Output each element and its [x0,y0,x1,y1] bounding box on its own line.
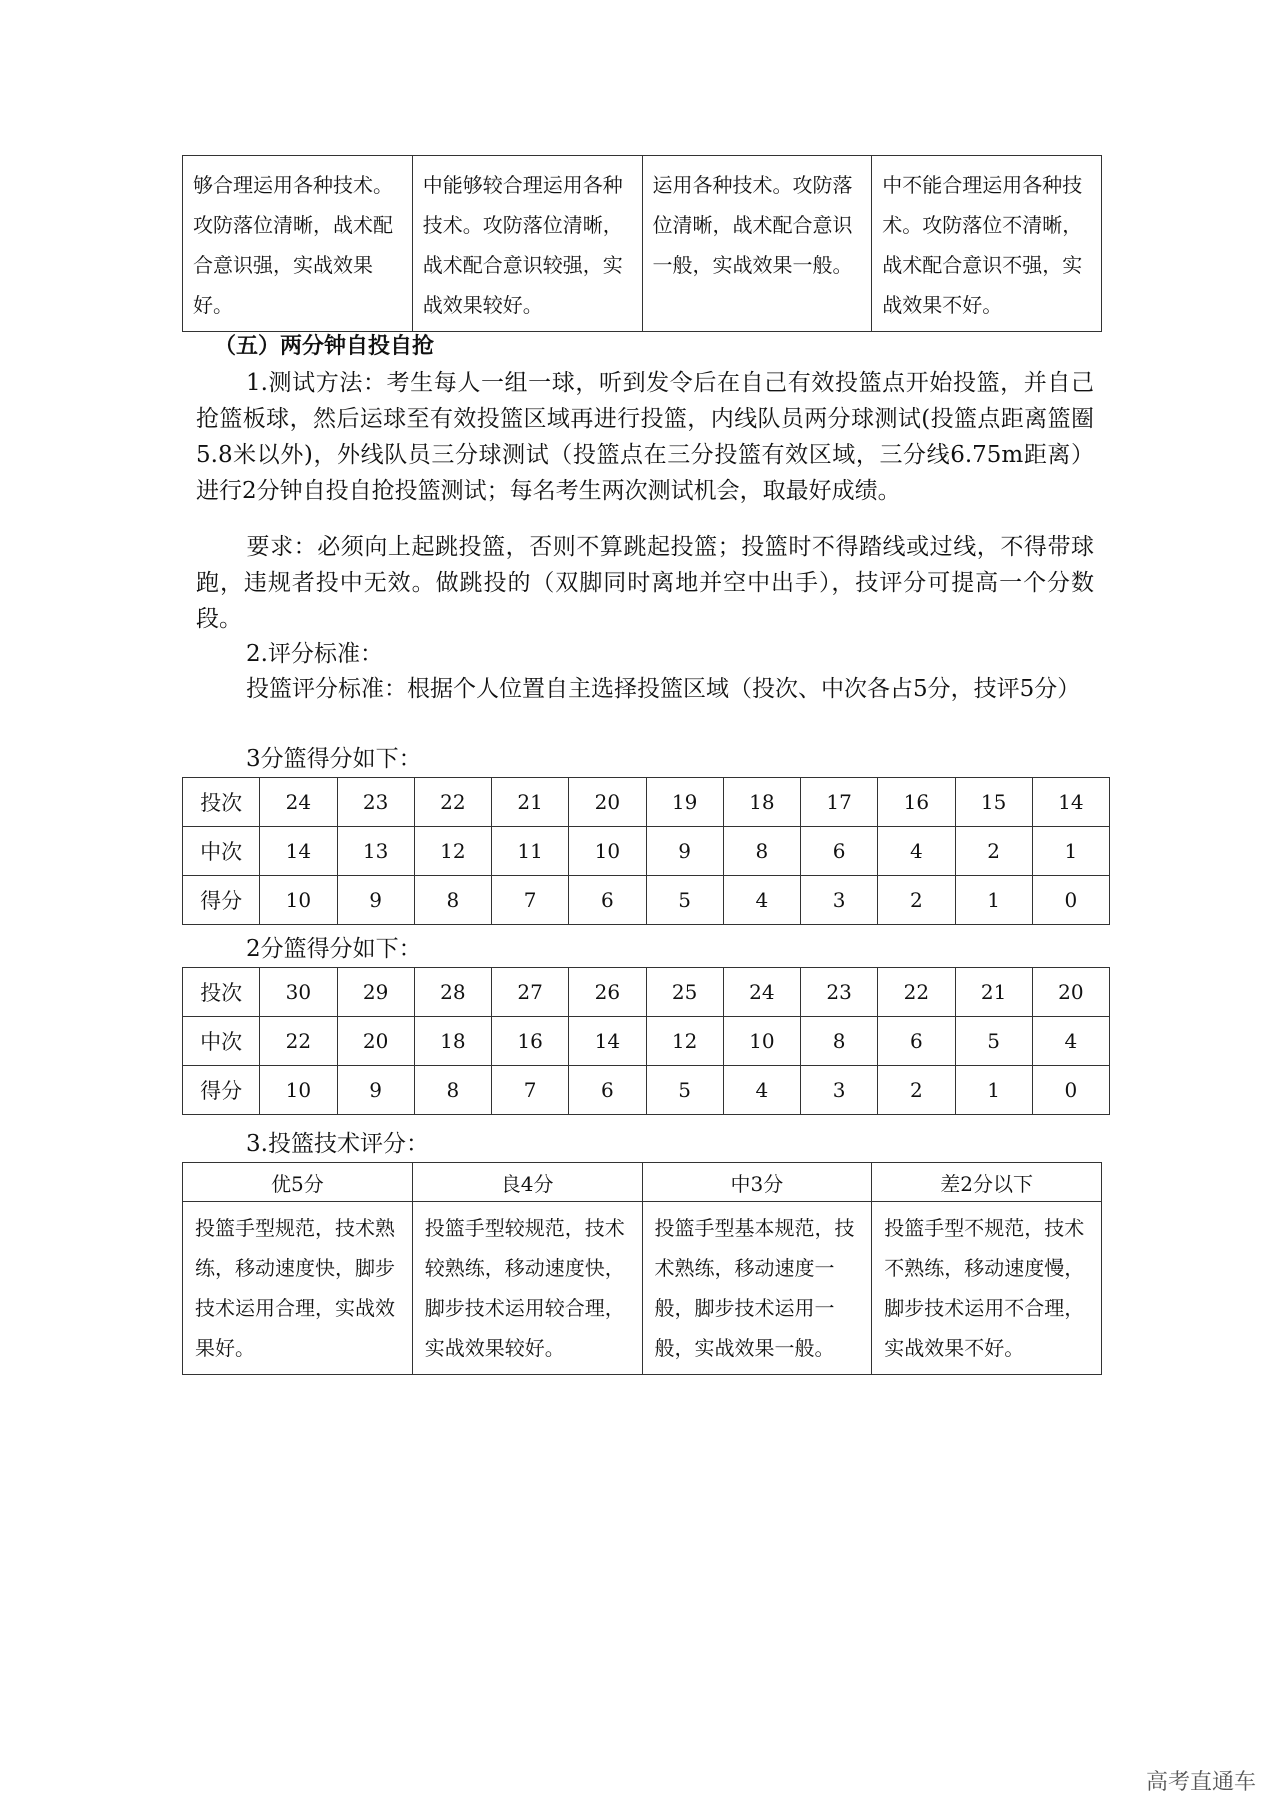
table-cell: 5 [646,1066,723,1115]
table-cell: 30 [260,968,337,1017]
table-row [183,827,1110,876]
table-cell: 6 [569,876,646,925]
table-cell: 24 [723,968,800,1017]
table-cell: 22 [414,778,491,827]
table-cell: 23 [801,968,878,1017]
table-cell: 23 [337,778,414,827]
table-cell: 12 [646,1017,723,1066]
table-cell: 2 [878,1066,955,1115]
table-cell: 12 [414,827,491,876]
header-excellent: 优5分 [183,1163,413,1202]
three-pt-caption: 3分篮得分如下： [246,746,422,772]
table-cell: 3 [801,1066,878,1115]
table-cell: 1 [1032,827,1109,876]
table-row [183,1017,1110,1066]
row-label-attempts: 投次 [183,968,260,1017]
table-cell: 13 [337,827,414,876]
table-header-row [183,1163,1102,1202]
table-cell: 15 [955,778,1032,827]
test-method-paragraph [196,365,1094,509]
tech-cell-poor: 投篮手型不规范，技术不熟练，移动速度慢，脚步技术运用不合理，实战效果不好。 [872,1202,1102,1375]
table-cell: 2 [955,827,1032,876]
header-poor: 差2分以下 [872,1163,1102,1202]
table-cell: 7 [492,1066,569,1115]
table-cell: 14 [1032,778,1109,827]
table-cell: 20 [1032,968,1109,1017]
continuation-table [182,155,1102,332]
table-cell: 26 [569,968,646,1017]
table-cell: 24 [260,778,337,827]
table-cell: 11 [492,827,569,876]
table-cell: 18 [723,778,800,827]
table-cell: 10 [260,1066,337,1115]
two-pt-caption: 2分篮得分如下： [246,936,422,962]
table-cell: 8 [801,1017,878,1066]
table-cell: 1 [955,876,1032,925]
table-cell: 5 [646,876,723,925]
table-cell: 3 [801,876,878,925]
three-point-score-table [182,777,1110,925]
table-cell: 9 [646,827,723,876]
table-cell: 5 [955,1017,1032,1066]
requirement-text: 要求：必须向上起跳投篮，否则不算跳起投篮；投篮时不得踏线或过线，不得带球跑，违规者投中无效。做跳投的（双脚同时离地并空中出手），技评分可提高一个分数段。 [196,534,1094,632]
table-cell: 7 [492,876,569,925]
table-cell: 21 [492,778,569,827]
table-cell: 2 [878,876,955,925]
table-cell: 10 [723,1017,800,1066]
table-cell: 10 [260,876,337,925]
table-cell: 17 [801,778,878,827]
row-label-score: 得分 [183,876,260,925]
table-cell: 4 [723,1066,800,1115]
cont-cell-good: 中能够较合理运用各种技术。攻防落位清晰，战术配合意识较强，实战效果较好。 [412,156,642,332]
table-cell: 20 [337,1017,414,1066]
table-cell: 6 [878,1017,955,1066]
table-cell: 8 [414,1066,491,1115]
table-cell: 29 [337,968,414,1017]
table-cell: 22 [878,968,955,1017]
table-row [183,778,1110,827]
table-row [183,968,1110,1017]
table-cell: 16 [878,778,955,827]
tech-title: 3.投篮技术评分： [246,1131,429,1157]
table-cell: 6 [569,1066,646,1115]
tech-cell-excellent: 投篮手型规范，技术熟练，移动速度快，脚步技术运用合理，实战效果好。 [183,1202,413,1375]
table-cell: 18 [414,1017,491,1066]
table-cell: 4 [723,876,800,925]
scoring-title: 2.评分标准： [246,641,383,667]
requirement-paragraph [196,529,1094,637]
tech-cell-average: 投篮手型基本规范，技术熟练，移动速度一般，脚步技术运用一般，实战效果一般。 [642,1202,872,1375]
table-cell: 4 [1032,1017,1109,1066]
table-cell: 9 [337,876,414,925]
tech-cell-good: 投篮手型较规范，技术较熟练，移动速度快，脚步技术运用较合理，实战效果较好。 [412,1202,642,1375]
table-cell: 20 [569,778,646,827]
table-cell: 0 [1032,1066,1109,1115]
scoring-desc-paragraph [196,671,1094,707]
row-label-made: 中次 [183,827,260,876]
shooting-technique-table [182,1162,1102,1375]
table-row [183,876,1110,925]
two-point-score-table [182,967,1110,1115]
test-method-text: 1.测试方法：考生每人一组一球，听到发令后在自己有效投篮点开始投篮，并自己抢篮板球，然后运球至有效投篮区域再进行投篮，内线队员两分球测试(投篮点距离篮圈5.8米以外)，外线队员三分球测试（投篮点在三分投篮有效区域，三分线6.75m距离）进行2分钟自投自抢投篮测试；每名考生两次测试机会，取最好成绩。 [196,370,1094,504]
table-row [183,1202,1102,1375]
table-cell: 8 [723,827,800,876]
row-label-made: 中次 [183,1017,260,1066]
table-cell: 8 [414,876,491,925]
table-cell: 6 [801,827,878,876]
table-cell: 22 [260,1017,337,1066]
table-cell: 21 [955,968,1032,1017]
table-cell: 14 [260,827,337,876]
table-cell: 1 [955,1066,1032,1115]
cont-cell-poor: 中不能合理运用各种技术。攻防落位不清晰，战术配合意识不强，实战效果不好。 [872,156,1102,332]
table-row [183,156,1102,332]
table-cell: 28 [414,968,491,1017]
scoring-desc-text: 投篮评分标准：根据个人位置自主选择投篮区域（投次、中次各占5分，技评5分） [246,676,1081,702]
table-cell: 4 [878,827,955,876]
table-cell: 10 [569,827,646,876]
cont-cell-average: 运用各种技术。攻防落位清晰，战术配合意识一般，实战效果一般。 [642,156,872,332]
table-cell: 9 [337,1066,414,1115]
table-cell: 16 [492,1017,569,1066]
cont-cell-excellent: 够合理运用各种技术。攻防落位清晰，战术配合意识强，实战效果好。 [183,156,413,332]
table-row [183,1066,1110,1115]
watermark: 高考直通车 [1145,1770,1256,1795]
table-cell: 19 [646,778,723,827]
header-average: 中3分 [642,1163,872,1202]
table-cell: 27 [492,968,569,1017]
header-good: 良4分 [412,1163,642,1202]
table-cell: 0 [1032,876,1109,925]
row-label-score: 得分 [183,1066,260,1115]
row-label-attempts: 投次 [183,778,260,827]
section-heading: （五）两分钟自投自抢 [214,334,435,359]
table-cell: 25 [646,968,723,1017]
table-cell: 14 [569,1017,646,1066]
